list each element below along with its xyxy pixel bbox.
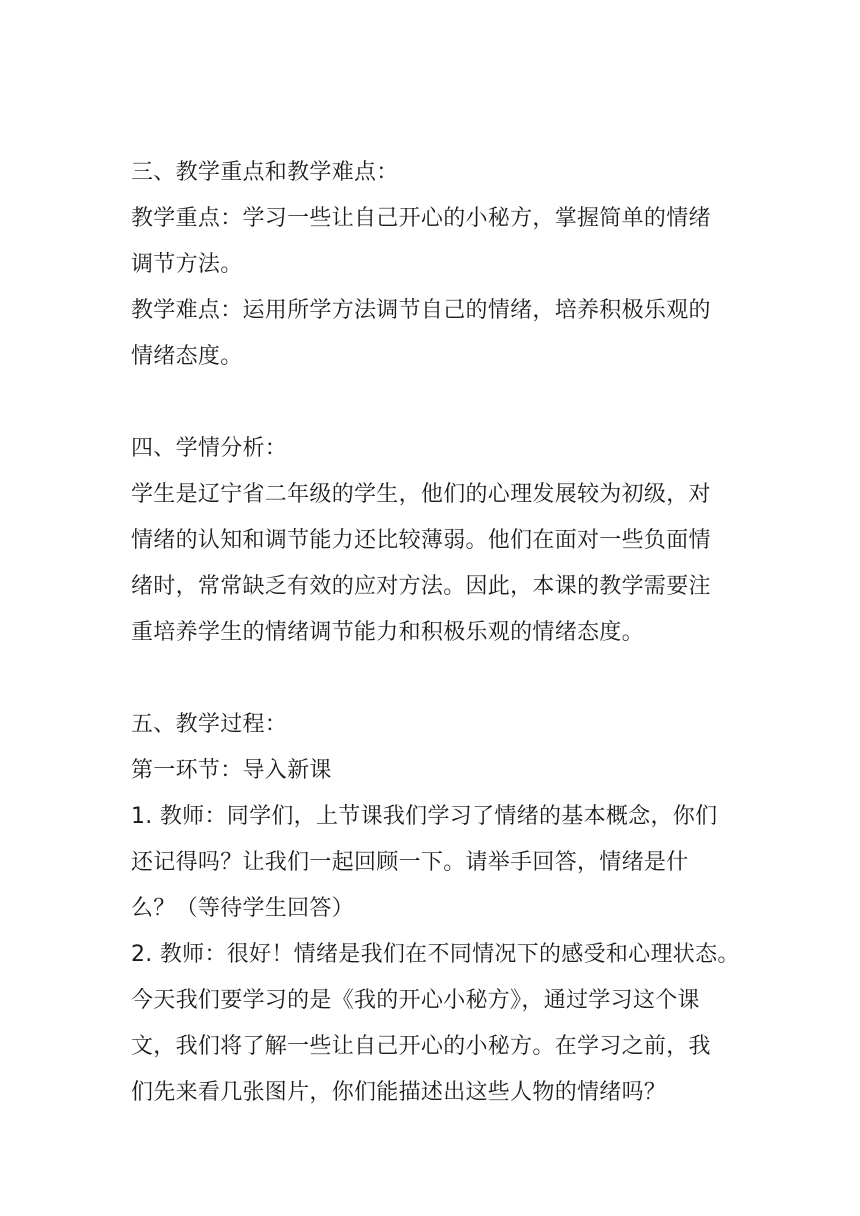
section-heading: 四、学情分析： [131,436,288,461]
section-heading: 三、教学重点和教学难点： [131,160,399,185]
paragraph-line: 重培养学生的情绪调节能力和积极乐观的情绪态度。 [131,620,644,645]
paragraph-line: 今天我们要学习的是《我的开心小秘方》，通过学习这个课 [131,988,700,1013]
paragraph-line: 教学重点：学习一些让自己开心的小秘方，掌握简单的情绪 [131,206,711,231]
paragraph-line: 们先来看几张图片，你们能描述出这些人物的情绪吗？ [131,1080,667,1105]
paragraph-line: 情绪态度。 [131,344,243,369]
paragraph-line: 么？（等待学生回答） [131,896,355,921]
section-key-points [131,150,731,380]
section-teaching-process [131,702,740,1116]
paragraph-line: 2. 教师：很好！情绪是我们在不同情况下的感受和心理状态。 [131,942,740,967]
section-spacer [131,380,731,426]
paragraph-line: 第一环节：导入新课 [131,758,332,783]
paragraph-line: 1. 教师：同学们，上节课我们学习了情绪的基本概念，你们 [131,804,718,829]
section-heading: 五、教学过程： [131,712,288,737]
document-page [131,150,740,1116]
paragraph-line: 还记得吗？让我们一起回顾一下。请举手回答，情绪是什 [131,850,689,875]
section-student-analysis [131,426,731,656]
paragraph-line: 学生是辽宁省二年级的学生，他们的心理发展较为初级，对 [131,482,711,507]
section-spacer [131,656,731,702]
paragraph-line: 绪时，常常缺乏有效的应对方法。因此，本课的教学需要注 [131,574,711,599]
paragraph-line: 调节方法。 [131,252,243,277]
paragraph-line: 文，我们将了解一些让自己开心的小秘方。在学习之前，我 [131,1034,711,1059]
paragraph-line: 教学难点：运用所学方法调节自己的情绪，培养积极乐观的 [131,298,711,323]
paragraph-line: 情绪的认知和调节能力还比较薄弱。他们在面对一些负面情 [131,528,711,553]
